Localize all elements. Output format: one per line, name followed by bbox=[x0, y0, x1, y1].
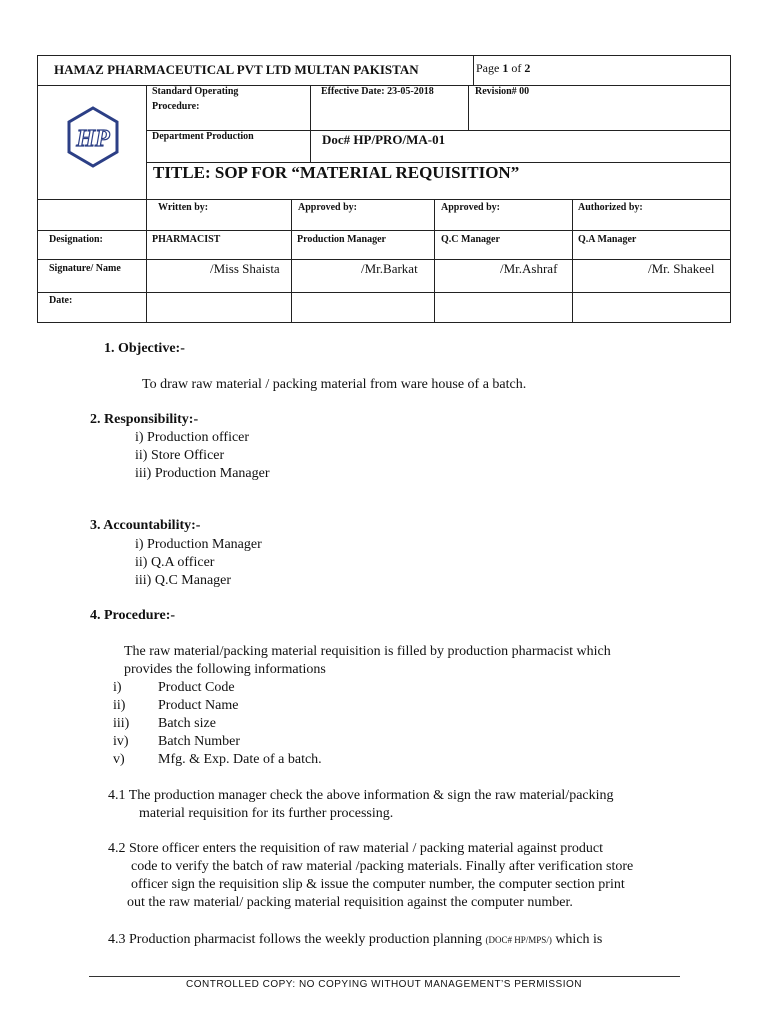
header-row-divider bbox=[38, 230, 730, 231]
doc-reference: (DOC# HP/MPS/) bbox=[485, 935, 552, 945]
procedure-step-4-3: 4.3 Production pharmacist follows the weekly production planning (DOC# HP/MPS/) which is bbox=[108, 932, 603, 947]
header-col-divider bbox=[473, 56, 474, 85]
signature-qa: /Mr. Shakeel bbox=[648, 261, 715, 276]
col-approved-by-qc: Approved by: bbox=[441, 202, 500, 213]
designation-writer: PHARMACIST bbox=[152, 234, 221, 245]
procedure-step-4-1: 4.1 The production manager check the above information & sign the raw material/packing material requisition for its further processing. bbox=[108, 788, 614, 821]
designation-qc: Q.C Manager bbox=[441, 234, 500, 245]
list-item: iii) Batch size bbox=[113, 716, 216, 731]
header-col-divider bbox=[310, 130, 311, 162]
company-name: HAMAZ PHARMACEUTICAL PVT LTD MULTAN PAKISTAN bbox=[54, 62, 419, 77]
list-item: i) Production officer bbox=[135, 430, 250, 445]
signature-approver: /Mr.Barkat bbox=[361, 261, 418, 276]
list-item: iv) Batch Number bbox=[113, 734, 241, 749]
list-item: ii) Product Name bbox=[113, 698, 239, 713]
header-col-divider bbox=[434, 199, 435, 322]
signature-label: Signature/ Name bbox=[49, 263, 121, 274]
col-written-by: Written by: bbox=[158, 202, 209, 213]
header-col-divider bbox=[291, 199, 292, 322]
footer-rule bbox=[89, 976, 680, 977]
responsibility-heading: 2. Responsibility:- bbox=[90, 412, 199, 427]
designation-approver: Production Manager bbox=[297, 234, 386, 245]
header-row-divider bbox=[38, 259, 730, 260]
document-number: Doc# HP/PRO/MA-01 bbox=[322, 132, 446, 147]
revision-number: Revision# 00 bbox=[475, 86, 530, 97]
list-item: i) Product Code bbox=[113, 680, 235, 695]
list-item: v) Mfg. & Exp. Date of a batch. bbox=[113, 752, 322, 767]
designation-label: Designation: bbox=[49, 234, 103, 245]
header-col-divider bbox=[468, 85, 469, 130]
list-item: ii) Store Officer bbox=[135, 448, 225, 463]
date-label: Date: bbox=[49, 295, 73, 306]
header-col-divider bbox=[310, 85, 311, 130]
procedure-heading: 4. Procedure:- bbox=[90, 608, 176, 623]
col-authorized-by: Authorized by: bbox=[578, 202, 643, 213]
col-approved-by: Approved by: bbox=[298, 202, 357, 213]
responsibility-list bbox=[135, 429, 270, 483]
page-number: Page 1 of 2 bbox=[476, 61, 531, 75]
signature-qc: /Mr.Ashraf bbox=[500, 261, 558, 276]
list-item: ii) Q.A officer bbox=[135, 555, 215, 570]
header-col-divider bbox=[146, 85, 147, 322]
document-title: TITLE: SOP FOR “MATERIAL REQUISITION” bbox=[153, 163, 520, 182]
document-header-table bbox=[37, 55, 731, 323]
effective-date: Effective Date: 23-05-2018 bbox=[321, 86, 434, 97]
list-item: i) Production Manager bbox=[135, 537, 262, 552]
objective-heading: 1. Objective:- bbox=[104, 341, 185, 356]
signature-writer: /Miss Shaista bbox=[210, 261, 280, 276]
objective-text: To draw raw material / packing material from ware house of a batch. bbox=[142, 377, 527, 392]
header-row-divider bbox=[38, 292, 730, 293]
list-item: iii) Q.C Manager bbox=[135, 573, 232, 588]
accountability-list bbox=[135, 536, 262, 590]
designation-qa: Q.A Manager bbox=[578, 234, 637, 245]
procedure-step-4-2: 4.2 Store officer enters the requisition of raw material / packing material against product code to verify the batch of raw material /packing materials. Finally after verification store officer sign the requisition slip & issue the computer number, the computer section print out the raw material/ packing material requisition against the computer number. bbox=[108, 841, 634, 910]
controlled-copy-footer: CONTROLLED COPY: NO COPYING WITHOUT MANAGEMENT’S PERMISSION bbox=[185, 979, 583, 990]
svg-text:HP: HP bbox=[76, 126, 110, 152]
company-logo bbox=[66, 106, 120, 173]
procedure-info-list bbox=[113, 679, 322, 769]
department: Department Production bbox=[152, 131, 254, 142]
header-col-divider bbox=[572, 199, 573, 322]
procedure-intro: The raw material/packing material requisition is filled by production pharmacist which provides the following informations bbox=[124, 644, 611, 677]
accountability-heading: 3. Accountability:- bbox=[90, 518, 201, 533]
sop-label: Standard Operating Procedure: bbox=[152, 86, 239, 112]
list-item: iii) Production Manager bbox=[135, 466, 270, 481]
